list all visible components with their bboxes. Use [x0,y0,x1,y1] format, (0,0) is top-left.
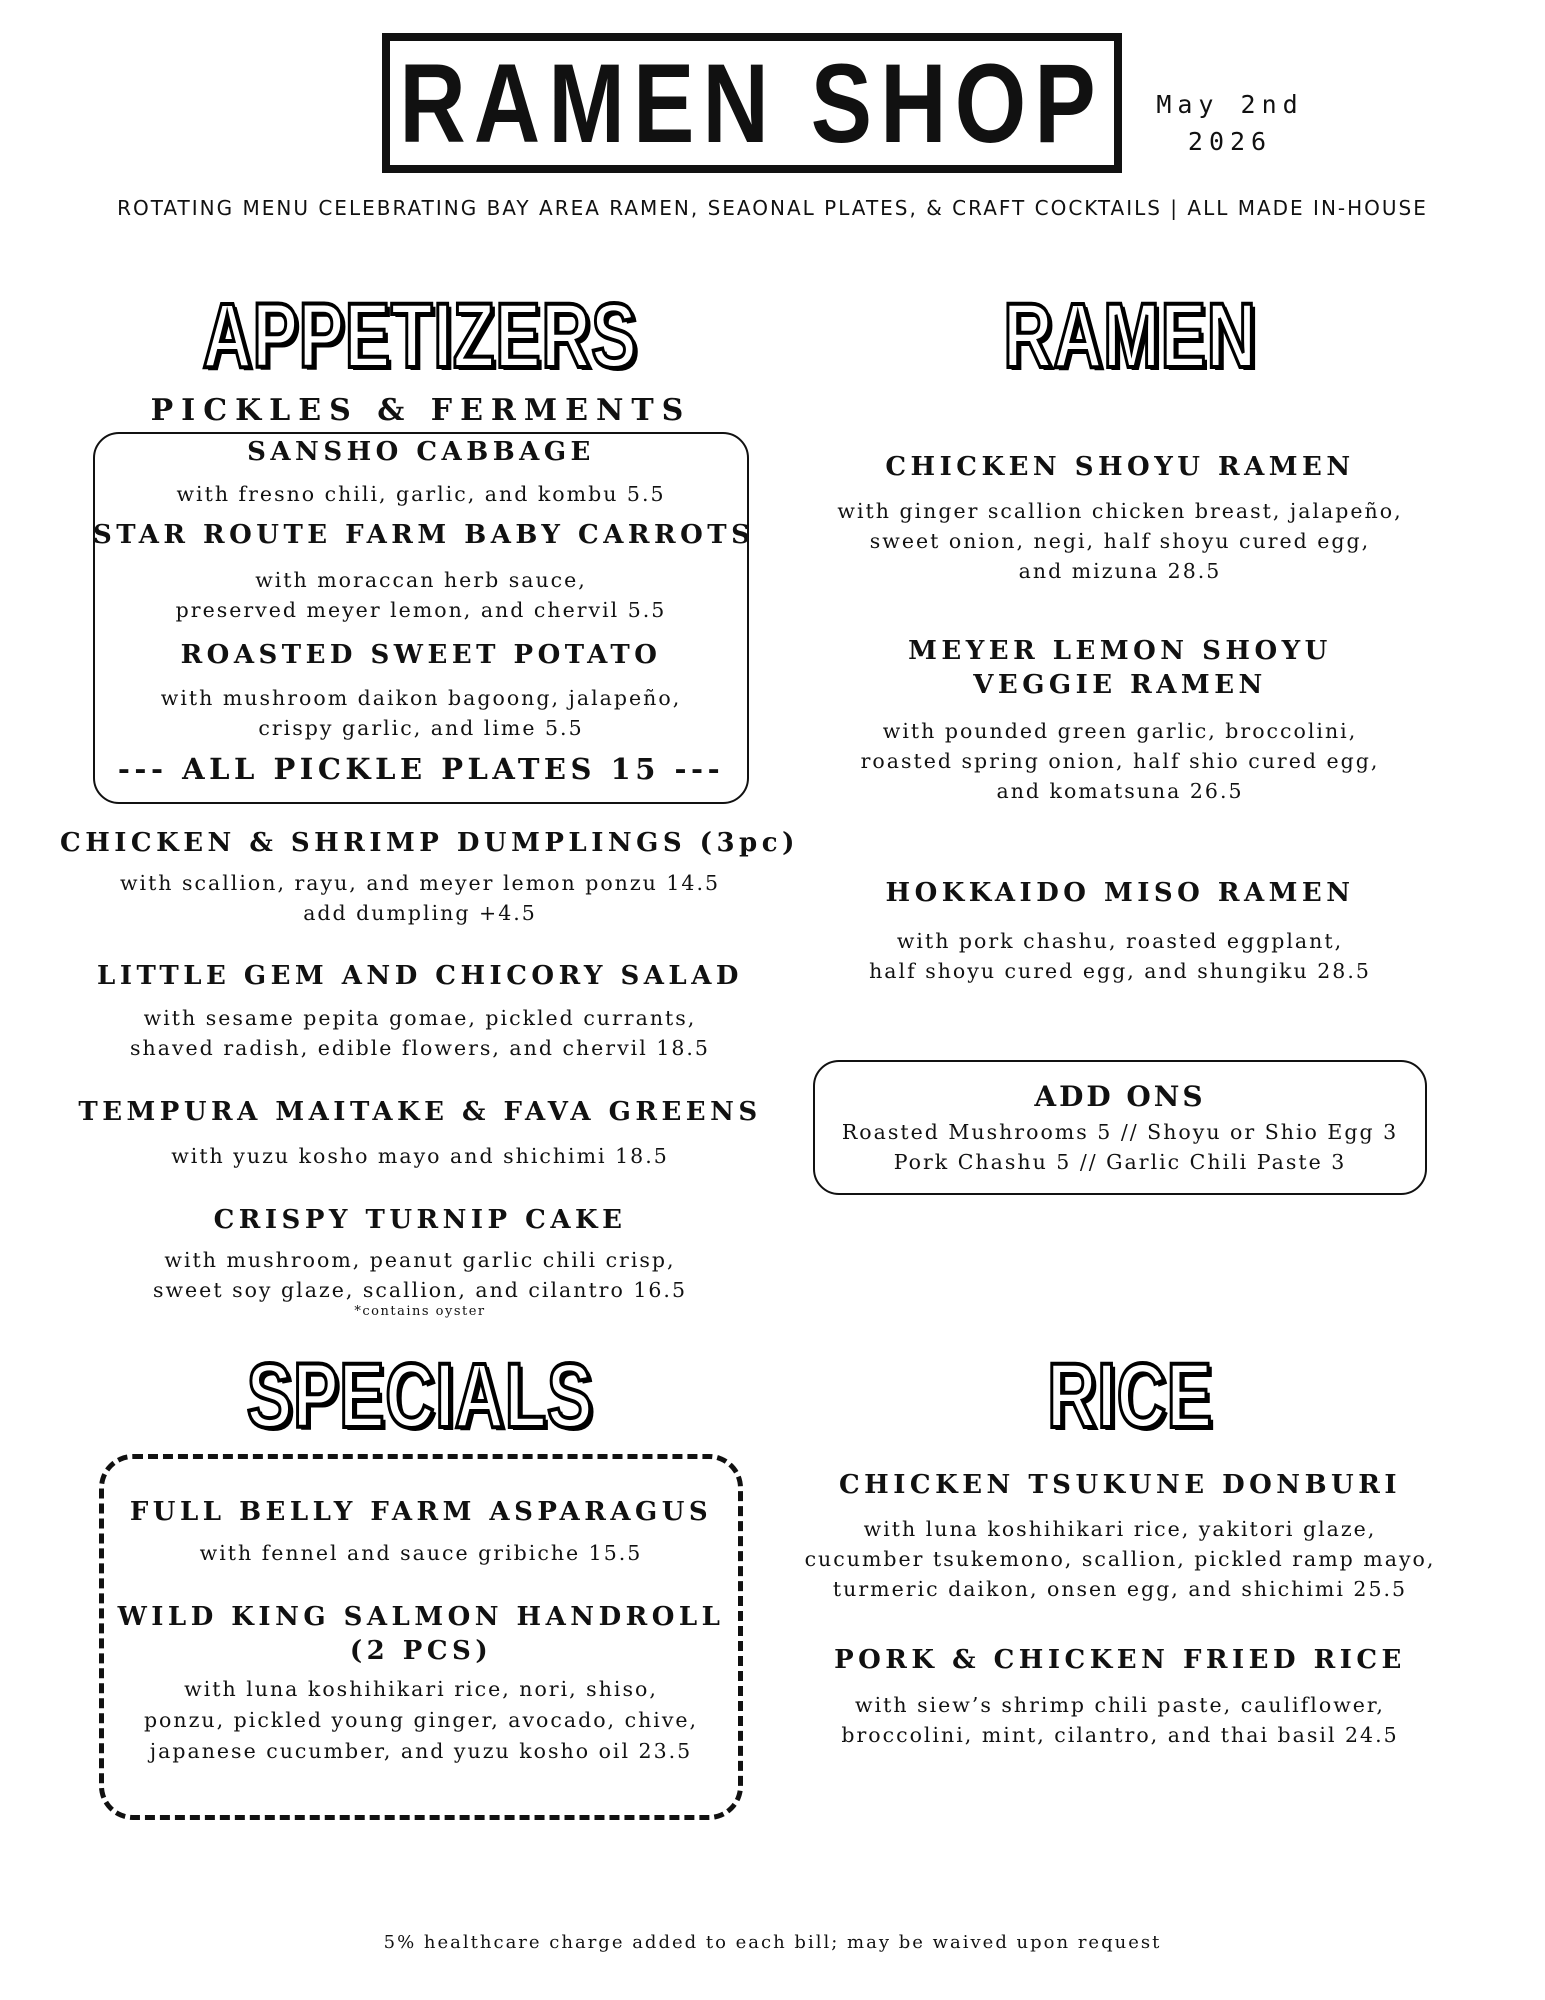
item-desc: with siew’s shrimp chili paste, cauliflower, broccolini, mint, cilantro, and thai basil 24.5 [841,1693,1399,1747]
menu-date [1150,86,1310,160]
item-name: CHICKEN TSUKUNE DONBURI [838,1470,1401,1500]
rice-heading: RICE [1047,1345,1213,1447]
item-name: TEMPURA MAITAKE & FAVA GREENS [78,1097,762,1127]
item-desc: with mushroom daikon bagoong, jalapeño, crispy garlic, and lime 5.5 [160,686,682,740]
item-name: ROASTED SWEET POTATO [180,640,662,670]
item-name: CHICKEN & SHRIMP DUMPLINGS (3pc) [60,828,799,858]
item-desc: with luna koshihikari rice, nori, shiso, ponzu, pickled young ginger, avocado, chive, japanese cucumber, and yuzu kosho oil 23.5 [143,1677,699,1763]
item-desc: with sesame pepita gomae, pickled currants, shaved radish, edible flowers, and chervil 18.5 [130,1006,710,1060]
specials-heading: SPECIALS [246,1345,594,1447]
item-desc: with fresno chili, garlic, and kombu 5.5 [176,482,666,506]
item-name: LITTLE GEM AND CHICORY SALAD [97,961,743,991]
item-desc: with scallion, rayu, and meyer lemon ponzu 14.5 add dumpling +4.5 [119,871,721,925]
item-name: HOKKAIDO MISO RAMEN [885,878,1355,908]
item-desc: with luna koshihikari rice, yakitori glaze, cucumber tsukemono, scallion, pickled ramp mayo, turmeric daikon, onsen egg, and shichimi 25.5 [804,1517,1436,1601]
item-desc: with pounded green garlic, broccolini, roasted spring onion, half shio cured egg, and komatsuna 26.5 [860,719,1380,803]
healthcare-charge-note: 5% healthcare charge added to each bill; may be waived upon request [383,1932,1162,1953]
item-name: SANSHO CABBAGE [247,437,595,467]
item-desc: with yuzu kosho mayo and shichimi 18.5 [171,1144,669,1168]
item-name: CRISPY TURNIP CAKE [213,1205,627,1235]
item-name: STAR ROUTE FARM BABY CARROTS [93,520,755,550]
item-desc: with mushroom, peanut garlic chili crisp, sweet soy glaze, scallion, and cilantro 16.5 [152,1248,687,1302]
addons-line-1: Roasted Mushrooms 5 // Shoyu or Shio Egg 3 [841,1120,1399,1144]
item-name: PORK & CHICKEN FRIED RICE [834,1645,1406,1675]
item-desc: with moraccan herb sauce, preserved meyer lemon, and chervil 5.5 [175,568,667,622]
item-name: CHICKEN SHOYU RAMEN [885,452,1355,482]
item-name: FULL BELLY FARM ASPARAGUS [129,1497,713,1527]
item-desc: with fennel and sauce gribiche 15.5 [199,1541,643,1565]
ramen-heading: RAMEN [1003,285,1257,387]
logo-box [382,33,1122,173]
date-month-day: May 2nd [1156,90,1304,119]
allergen-note: *contains oyster [354,1304,486,1319]
addons-line-2: Pork Chashu 5 // Garlic Chili Paste 3 [893,1150,1347,1174]
item-name: MEYER LEMON SHOYU VEGGIE RAMEN [908,636,1332,700]
item-desc: with pork chashu, roasted eggplant, half shoyu cured egg, and shungiku 28.5 [869,929,1371,983]
logo: RAMEN SHOP [399,40,1105,166]
addons-heading: ADD ONS [1034,1080,1206,1113]
pickle-plates-price: --- ALL PICKLE PLATES 15 --- [117,752,725,786]
item-desc: with ginger scallion chicken breast, jalapeño, sweet onion, negi, half shoyu cured egg, and mizuna 28.5 [837,499,1403,583]
date-year: 2026 [1187,127,1273,156]
tagline: ROTATING MENU CELEBRATING BAY AREA RAMEN, SEAONAL PLATES, & CRAFT COCKTAILS | ALL MADE IN-HOUSE [117,196,1428,220]
pickles-heading: PICKLES & FERMENTS [150,393,692,428]
appetizers-heading: APPETIZERS [202,285,638,387]
item-name: WILD KING SALMON HANDROLL (2 PCS) [117,1602,725,1666]
